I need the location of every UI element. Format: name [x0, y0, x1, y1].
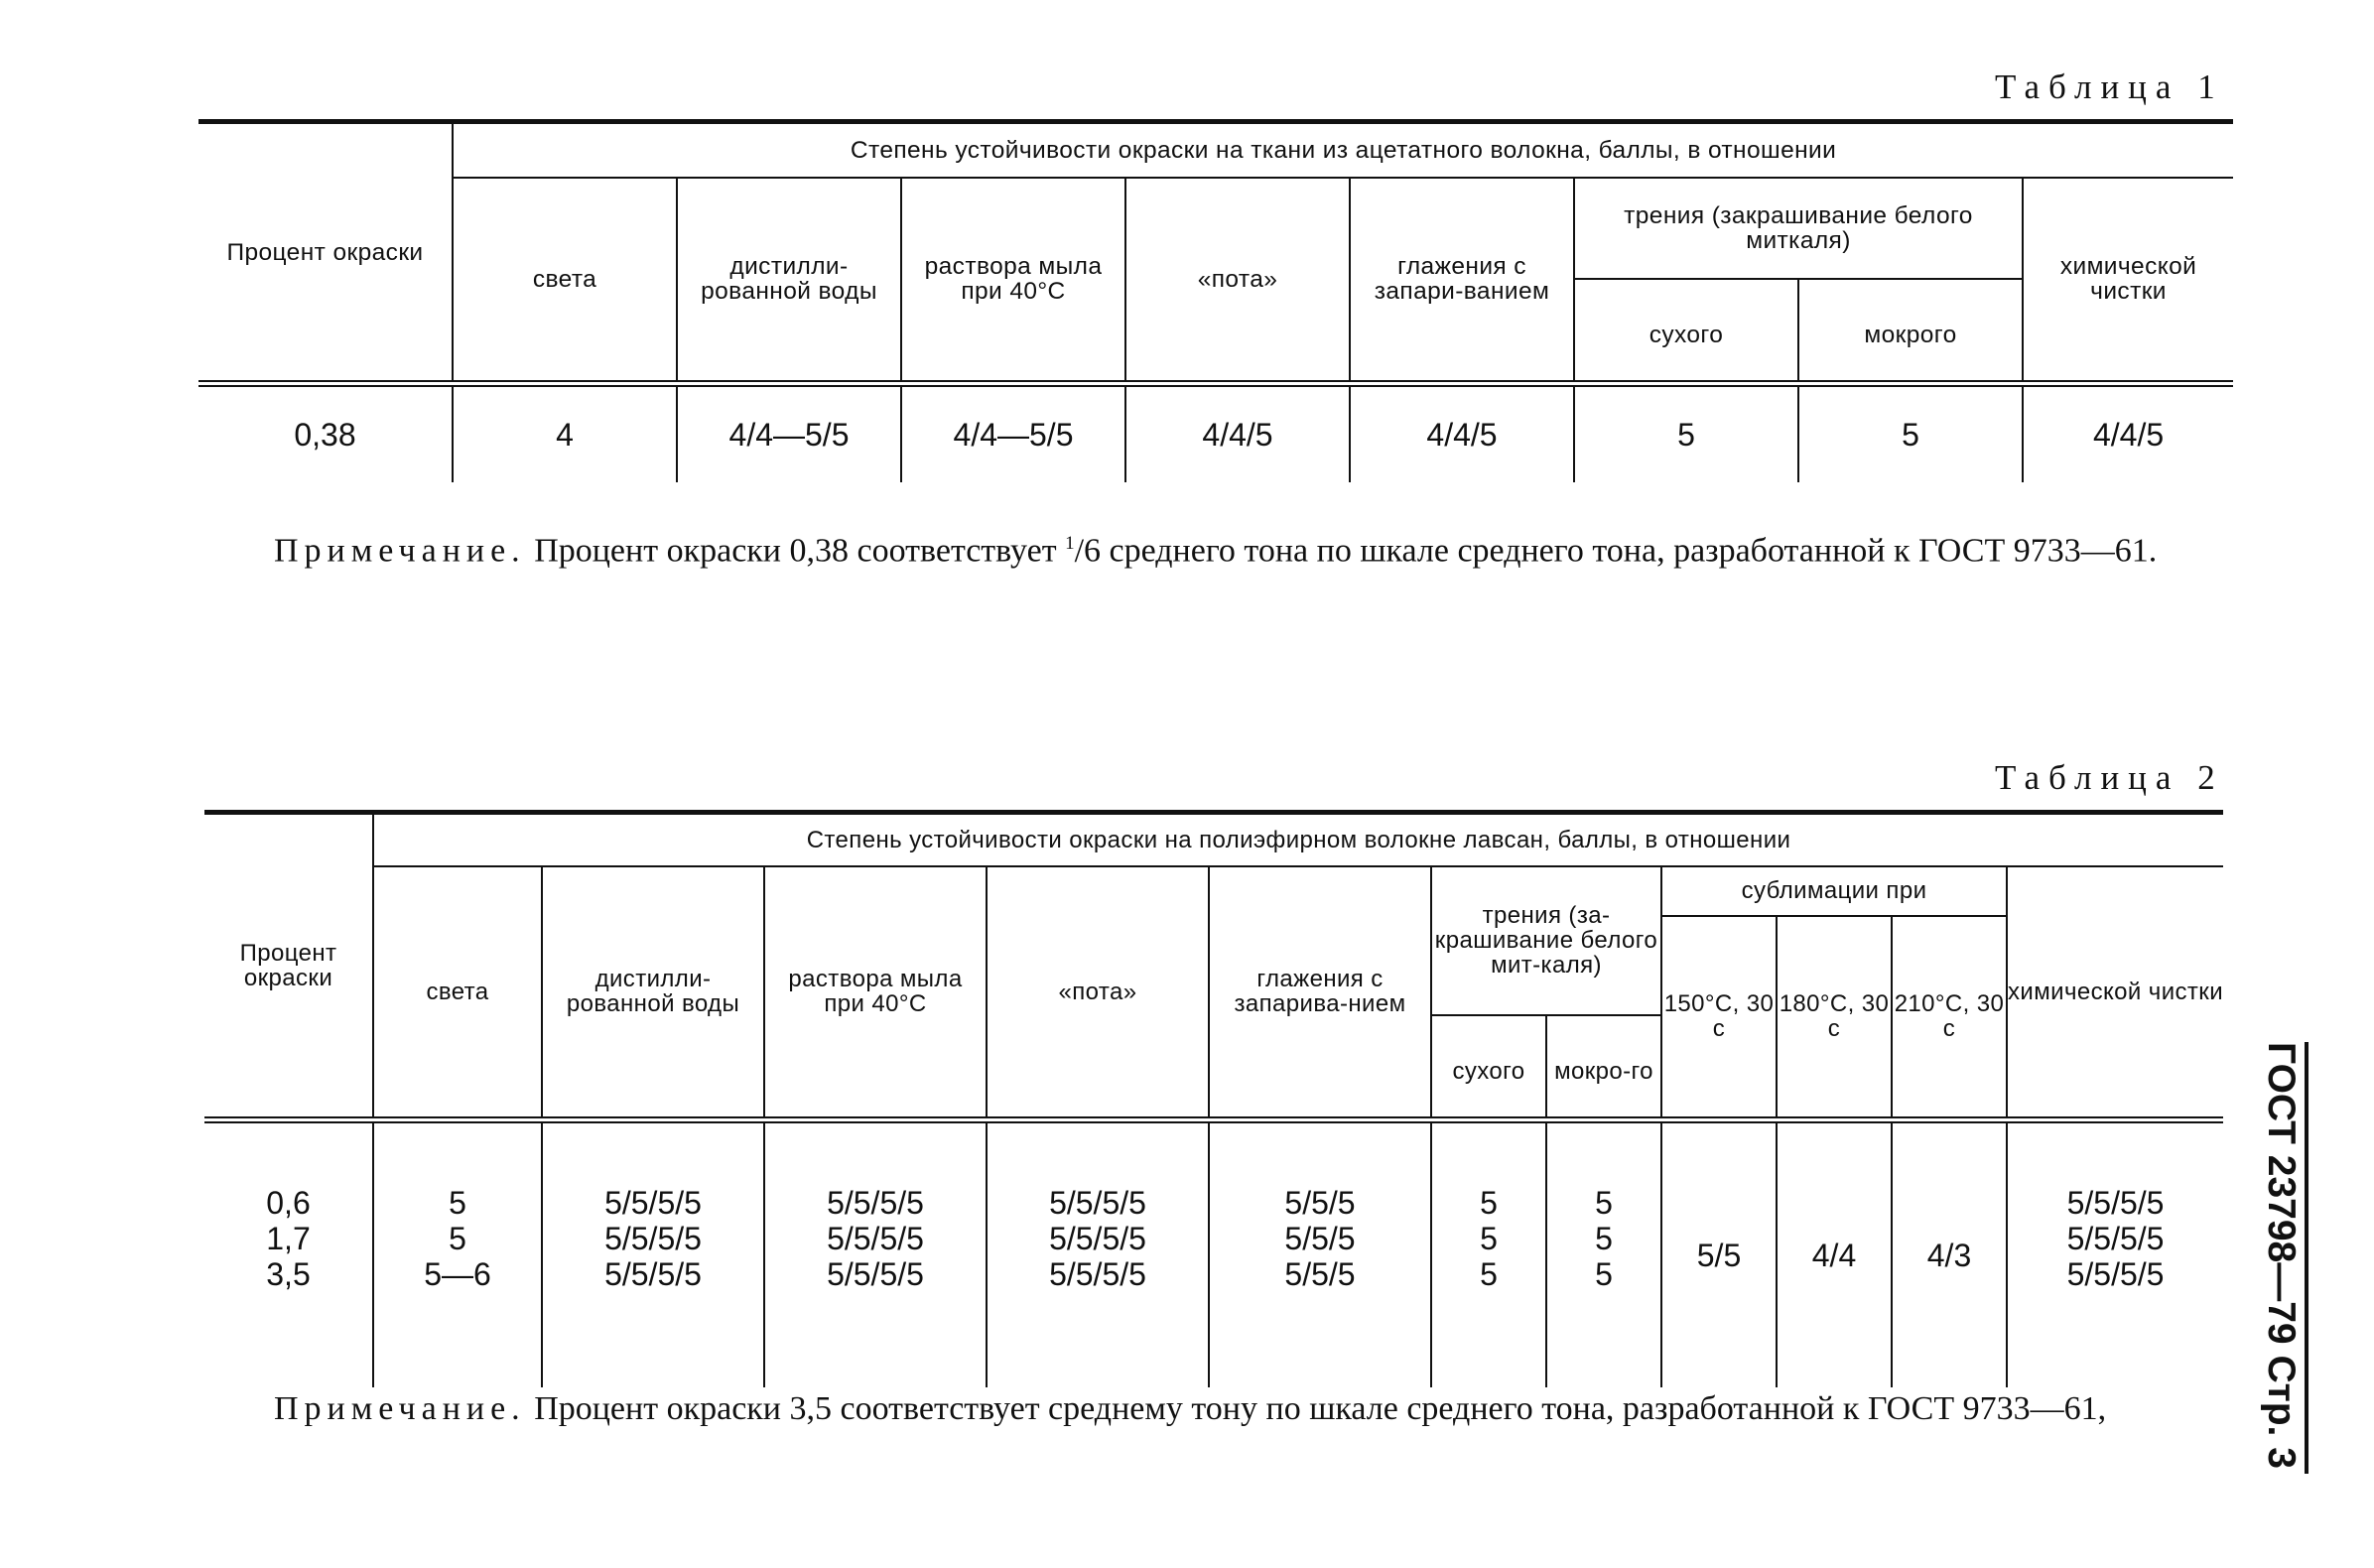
t2-data-row [204, 1120, 2223, 1388]
t2-rubbing-dry-1: 5 [1480, 1221, 1498, 1256]
t2-col-rubbing: трения (за-крашивание белого мит-каля) [1431, 866, 1661, 1015]
t1-col-sweat: «пота» [1125, 178, 1350, 384]
t1-col-soap: раствора мыла при 40°С [901, 178, 1125, 384]
t2-col-dryclean: химической чистки [2007, 866, 2223, 1120]
t2-col-soap: раствора мыла при 40°С [764, 866, 987, 1120]
t2-rubbing-wet-1: 5 [1595, 1221, 1613, 1256]
table1-note [198, 524, 2223, 570]
table2 [204, 810, 2223, 1387]
t2-cell-water [542, 1120, 764, 1388]
t2-group-header: Степень устойчивости окраски на полиэфирном волокне лавсан, баллы, в отношении [373, 813, 2223, 866]
t1-cell-rubbing-dry: 5 [1574, 384, 1798, 483]
t2-cell-ironing [1209, 1120, 1431, 1388]
t2-col-sublimation: сублимации при [1661, 866, 2007, 916]
t2-col-light: света [373, 866, 542, 1120]
side-header [2251, 1042, 2310, 1479]
t2-soap-1: 5/5/5/5 [827, 1221, 924, 1256]
t2-light-0: 5 [449, 1185, 466, 1221]
t2-soap-0: 5/5/5/5 [827, 1185, 924, 1221]
table1-caption: Таблица 1 [1995, 67, 2224, 106]
t1-cell-sweat: 4/4/5 [1125, 384, 1350, 483]
t2-percent-2: 3,5 [266, 1256, 311, 1292]
t1-col-rubbing-wet: мокрого [1798, 279, 2023, 384]
t2-col-sub-150: 150°С, 30 с [1661, 916, 1777, 1120]
t2-cell-light [373, 1120, 542, 1388]
t1-cell-ironing: 4/4/5 [1350, 384, 1574, 483]
t2-sweat-1: 5/5/5/5 [1049, 1221, 1146, 1256]
t2-note-text: Процент окраски 3,5 соответствует среднему тону по шкале среднего тона, разработанной к ГОСТ 9733—61, [534, 1390, 2107, 1427]
t2-cell-rubbing-wet [1546, 1120, 1661, 1388]
t2-col-ironing: глажения с запарива-нием [1209, 866, 1431, 1120]
t2-ironing-0: 5/5/5 [1284, 1185, 1356, 1221]
t2-dryclean-2: 5/5/5/5 [2066, 1256, 2165, 1292]
t2-col-sub-180: 180°С, 30 с [1777, 916, 1892, 1120]
t2-sweat-2: 5/5/5/5 [1049, 1256, 1146, 1292]
t2-water-2: 5/5/5/5 [604, 1256, 702, 1292]
t1-note-fraction-den: /6 [1074, 532, 1102, 570]
t2-percent-1: 1,7 [266, 1221, 311, 1256]
t2-col-sweat: «пота» [987, 866, 1209, 1120]
t1-cell-light: 4 [453, 384, 677, 483]
t1-cell-soap: 4/4—5/5 [901, 384, 1125, 483]
t2-col-water: дистилли-рованной воды [542, 866, 764, 1120]
t2-light-2: 5—6 [424, 1256, 491, 1292]
table1 [198, 119, 2233, 482]
t1-col-water: дистилли-рованной воды [677, 178, 901, 384]
t2-cell-percent [204, 1120, 373, 1388]
t1-note-text-after: среднего тона по шкале среднего тона, разработанной к ГОСТ 9733—61. [1109, 532, 2158, 570]
standard-number: ГОСТ 23798—79 [2260, 1042, 2303, 1345]
t1-group-header: Степень устойчивости окраски на ткани из ацетатного волокна, баллы, в отношении [453, 122, 2233, 178]
t2-ironing-2: 5/5/5 [1284, 1256, 1356, 1292]
t2-ironing-1: 5/5/5 [1284, 1221, 1356, 1256]
t2-rubbing-wet-2: 5 [1595, 1256, 1613, 1292]
page-number: Стр. 3 [2260, 1355, 2303, 1469]
t1-col-rubbing-dry: сухого [1574, 279, 1798, 384]
t2-stub-header: Процент окраски [239, 940, 337, 991]
t2-light-1: 5 [449, 1221, 466, 1256]
t2-percent-0: 0,6 [266, 1185, 311, 1221]
t2-cell-sub-210: 4/3 [1892, 1120, 2007, 1388]
t2-dryclean-1: 5/5/5/5 [2066, 1221, 2165, 1256]
t2-water-1: 5/5/5/5 [604, 1221, 702, 1256]
t2-col-sub-210: 210°С, 30 с [1892, 916, 2007, 1120]
t2-col-rubbing-dry: сухого [1431, 1015, 1546, 1120]
t1-note-lead: Примечание. [274, 532, 526, 570]
table2-caption: Таблица 2 [1995, 758, 2224, 797]
t1-col-ironing: глажения с запари-ванием [1350, 178, 1574, 384]
t2-cell-dryclean [2007, 1120, 2223, 1388]
t2-note-lead: Примечание. [274, 1390, 526, 1427]
t2-rubbing-wet-0: 5 [1595, 1185, 1613, 1221]
t2-cell-sub-150: 5/5 [1661, 1120, 1777, 1388]
t2-cell-sub-180: 4/4 [1777, 1120, 1892, 1388]
t2-water-0: 5/5/5/5 [604, 1185, 702, 1221]
t2-rubbing-dry-0: 5 [1480, 1185, 1498, 1221]
t1-stub-header: Процент окраски [226, 238, 424, 266]
t2-soap-2: 5/5/5/5 [827, 1256, 924, 1292]
t1-col-dryclean: химической чистки [2023, 178, 2233, 384]
t2-sweat-0: 5/5/5/5 [1049, 1185, 1146, 1221]
t2-rubbing-dry-2: 5 [1480, 1256, 1498, 1292]
t1-cell-rubbing-wet: 5 [1798, 384, 2023, 483]
t2-dryclean-0: 5/5/5/5 [2066, 1185, 2165, 1221]
t1-cell-water: 4/4—5/5 [677, 384, 901, 483]
t1-note-fraction-num: 1 [1065, 533, 1075, 554]
t1-data-row [198, 384, 2233, 483]
t2-cell-sweat [987, 1120, 1209, 1388]
t2-cell-rubbing-dry [1431, 1120, 1546, 1388]
t2-cell-soap [764, 1120, 987, 1388]
t2-col-rubbing-wet: мокро-го [1546, 1015, 1661, 1120]
t1-note-text-before: Процент окраски 0,38 соответствует [534, 532, 1057, 570]
t1-cell-dryclean: 4/4/5 [2023, 384, 2233, 483]
table2-note [198, 1389, 2223, 1428]
t1-cell-percent: 0,38 [198, 384, 453, 483]
t1-col-rubbing: трения (закрашивание белого миткаля) [1574, 178, 2023, 279]
t1-col-light: света [453, 178, 677, 384]
